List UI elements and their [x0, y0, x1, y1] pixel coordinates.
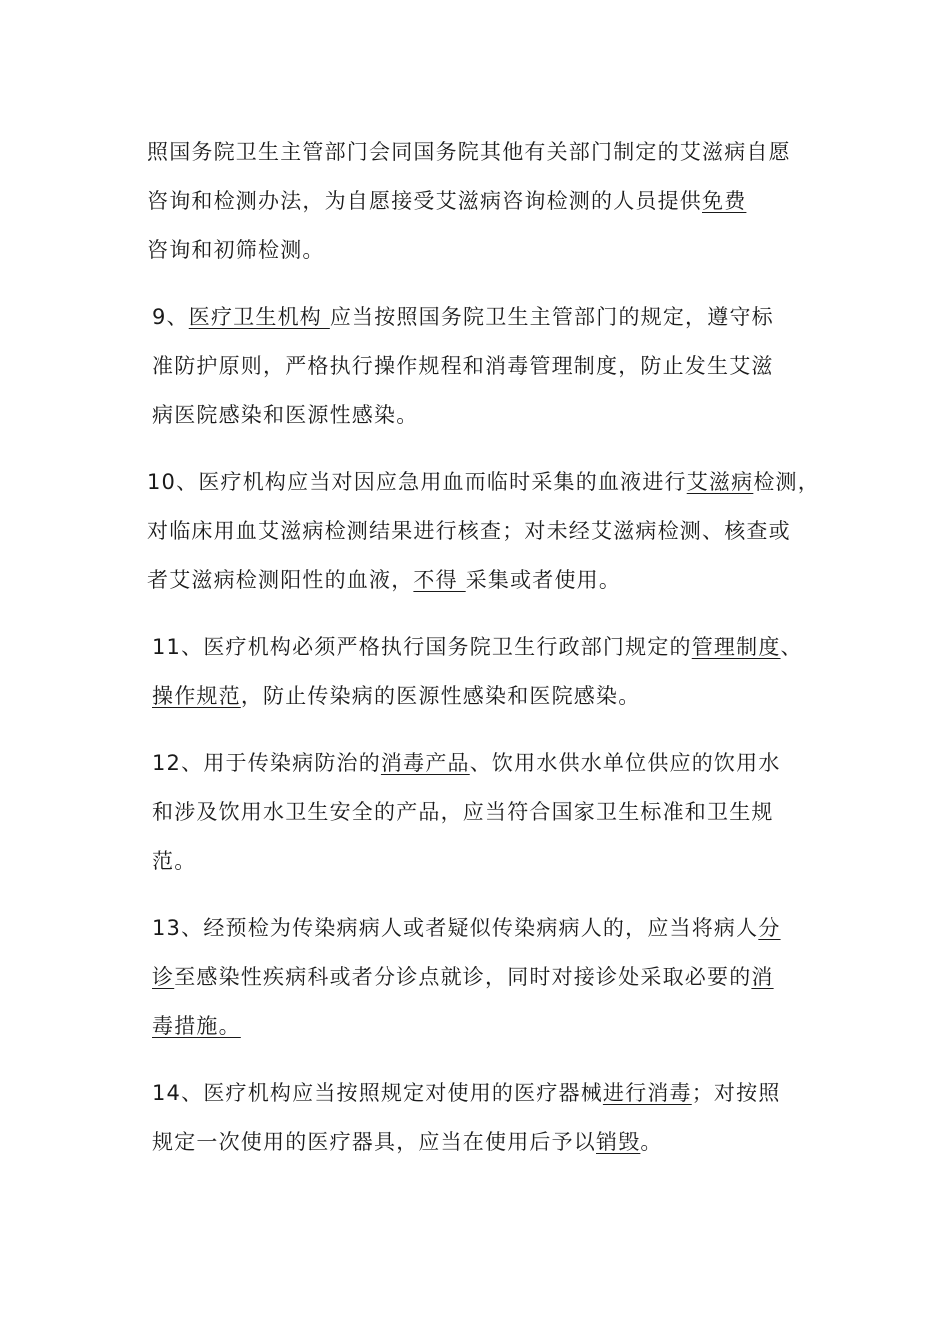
- text-line: [147, 186, 746, 216]
- underlined-answer: 管理制度: [691, 635, 781, 659]
- text-line: [147, 467, 820, 497]
- text-segment: 者艾滋病检测阳性的血液，: [147, 568, 414, 592]
- underlined-answer: 医疗卫生机构: [188, 305, 330, 329]
- text-segment: 。: [640, 1130, 663, 1154]
- text-segment: 和涉及饮用水卫生安全的产品，应当符合国家卫生标准和卫生规: [152, 800, 774, 824]
- text-line: [152, 632, 803, 662]
- underlined-answer: 销毁: [596, 1130, 641, 1154]
- text-segment: 应当按照国务院卫生主管部门的规定，遵守标: [329, 305, 774, 329]
- underlined-answer: 消毒产品: [380, 751, 470, 775]
- text-segment: 对临床用血艾滋病检测结果进行核查；对未经艾滋病检测、核查或: [147, 519, 791, 543]
- text-line: [152, 400, 418, 430]
- text-segment: 、饮用水供水单位供应的饮用水: [469, 751, 781, 775]
- text-segment: 照国务院卫生主管部门会同国务院其他有关部门制定的艾滋病自愿: [147, 140, 791, 164]
- text-line: [152, 681, 640, 711]
- text-segment: 检测，: [753, 470, 820, 494]
- underlined-answer: 操作规范: [152, 684, 241, 708]
- text-segment: 采集或者使用。: [465, 568, 622, 592]
- text-line: [152, 913, 781, 943]
- text-line: [147, 137, 791, 167]
- text-segment: 范。: [152, 849, 197, 873]
- text-segment: ，防止传染病的医源性感染和医院感染。: [240, 684, 641, 708]
- text-line: [152, 351, 774, 381]
- text-line: [152, 1127, 663, 1157]
- text-segment: 13、经预检为传染病病人或者疑似传染病病人的，应当将病人: [152, 916, 759, 940]
- text-segment: 咨询和检测办法，为自愿接受艾滋病咨询检测的人员提供: [147, 189, 702, 213]
- text-line: [147, 235, 325, 265]
- text-line: [152, 302, 774, 332]
- text-line: [152, 748, 781, 778]
- underlined-answer: 不得: [413, 568, 466, 592]
- text-segment: 9、: [152, 305, 189, 329]
- underlined-answer: 毒措施。: [152, 1014, 241, 1038]
- text-segment: 10、医疗机构应当对因应急用血而临时采集的血液进行: [147, 470, 687, 494]
- text-segment: 规定一次使用的医疗器具，应当在使用后予以: [152, 1130, 596, 1154]
- text-line: [152, 1011, 241, 1041]
- text-line: [152, 962, 774, 992]
- text-segment: 咨询和初筛检测。: [147, 238, 325, 262]
- underlined-answer: 免费: [702, 189, 747, 213]
- underlined-answer: 消: [751, 965, 774, 989]
- text-segment: 、: [780, 635, 803, 659]
- text-line: [147, 565, 621, 595]
- text-segment: 14、医疗机构应当按照规定对使用的医疗器械: [152, 1081, 603, 1105]
- text-segment: ；对按照: [691, 1081, 781, 1105]
- underlined-answer: 分: [758, 916, 781, 940]
- text-line: [147, 516, 791, 546]
- text-segment: 12、用于传染病防治的: [152, 751, 381, 775]
- text-segment: 至感染性疾病科或者分诊点就诊，同时对接诊处采取必要的: [174, 965, 752, 989]
- text-line: [152, 1078, 781, 1108]
- text-segment: 11、医疗机构必须严格执行国务院卫生行政部门规定的: [152, 635, 692, 659]
- text-line: [152, 797, 774, 827]
- underlined-answer: 诊: [152, 965, 175, 989]
- text-segment: 准防护原则，严格执行操作规程和消毒管理制度，防止发生艾滋: [152, 354, 774, 378]
- text-line: [152, 846, 196, 876]
- underlined-answer: 进行消毒: [602, 1081, 692, 1105]
- underlined-answer: 艾滋病: [686, 470, 754, 494]
- text-segment: 病医院感染和医源性感染。: [152, 403, 419, 427]
